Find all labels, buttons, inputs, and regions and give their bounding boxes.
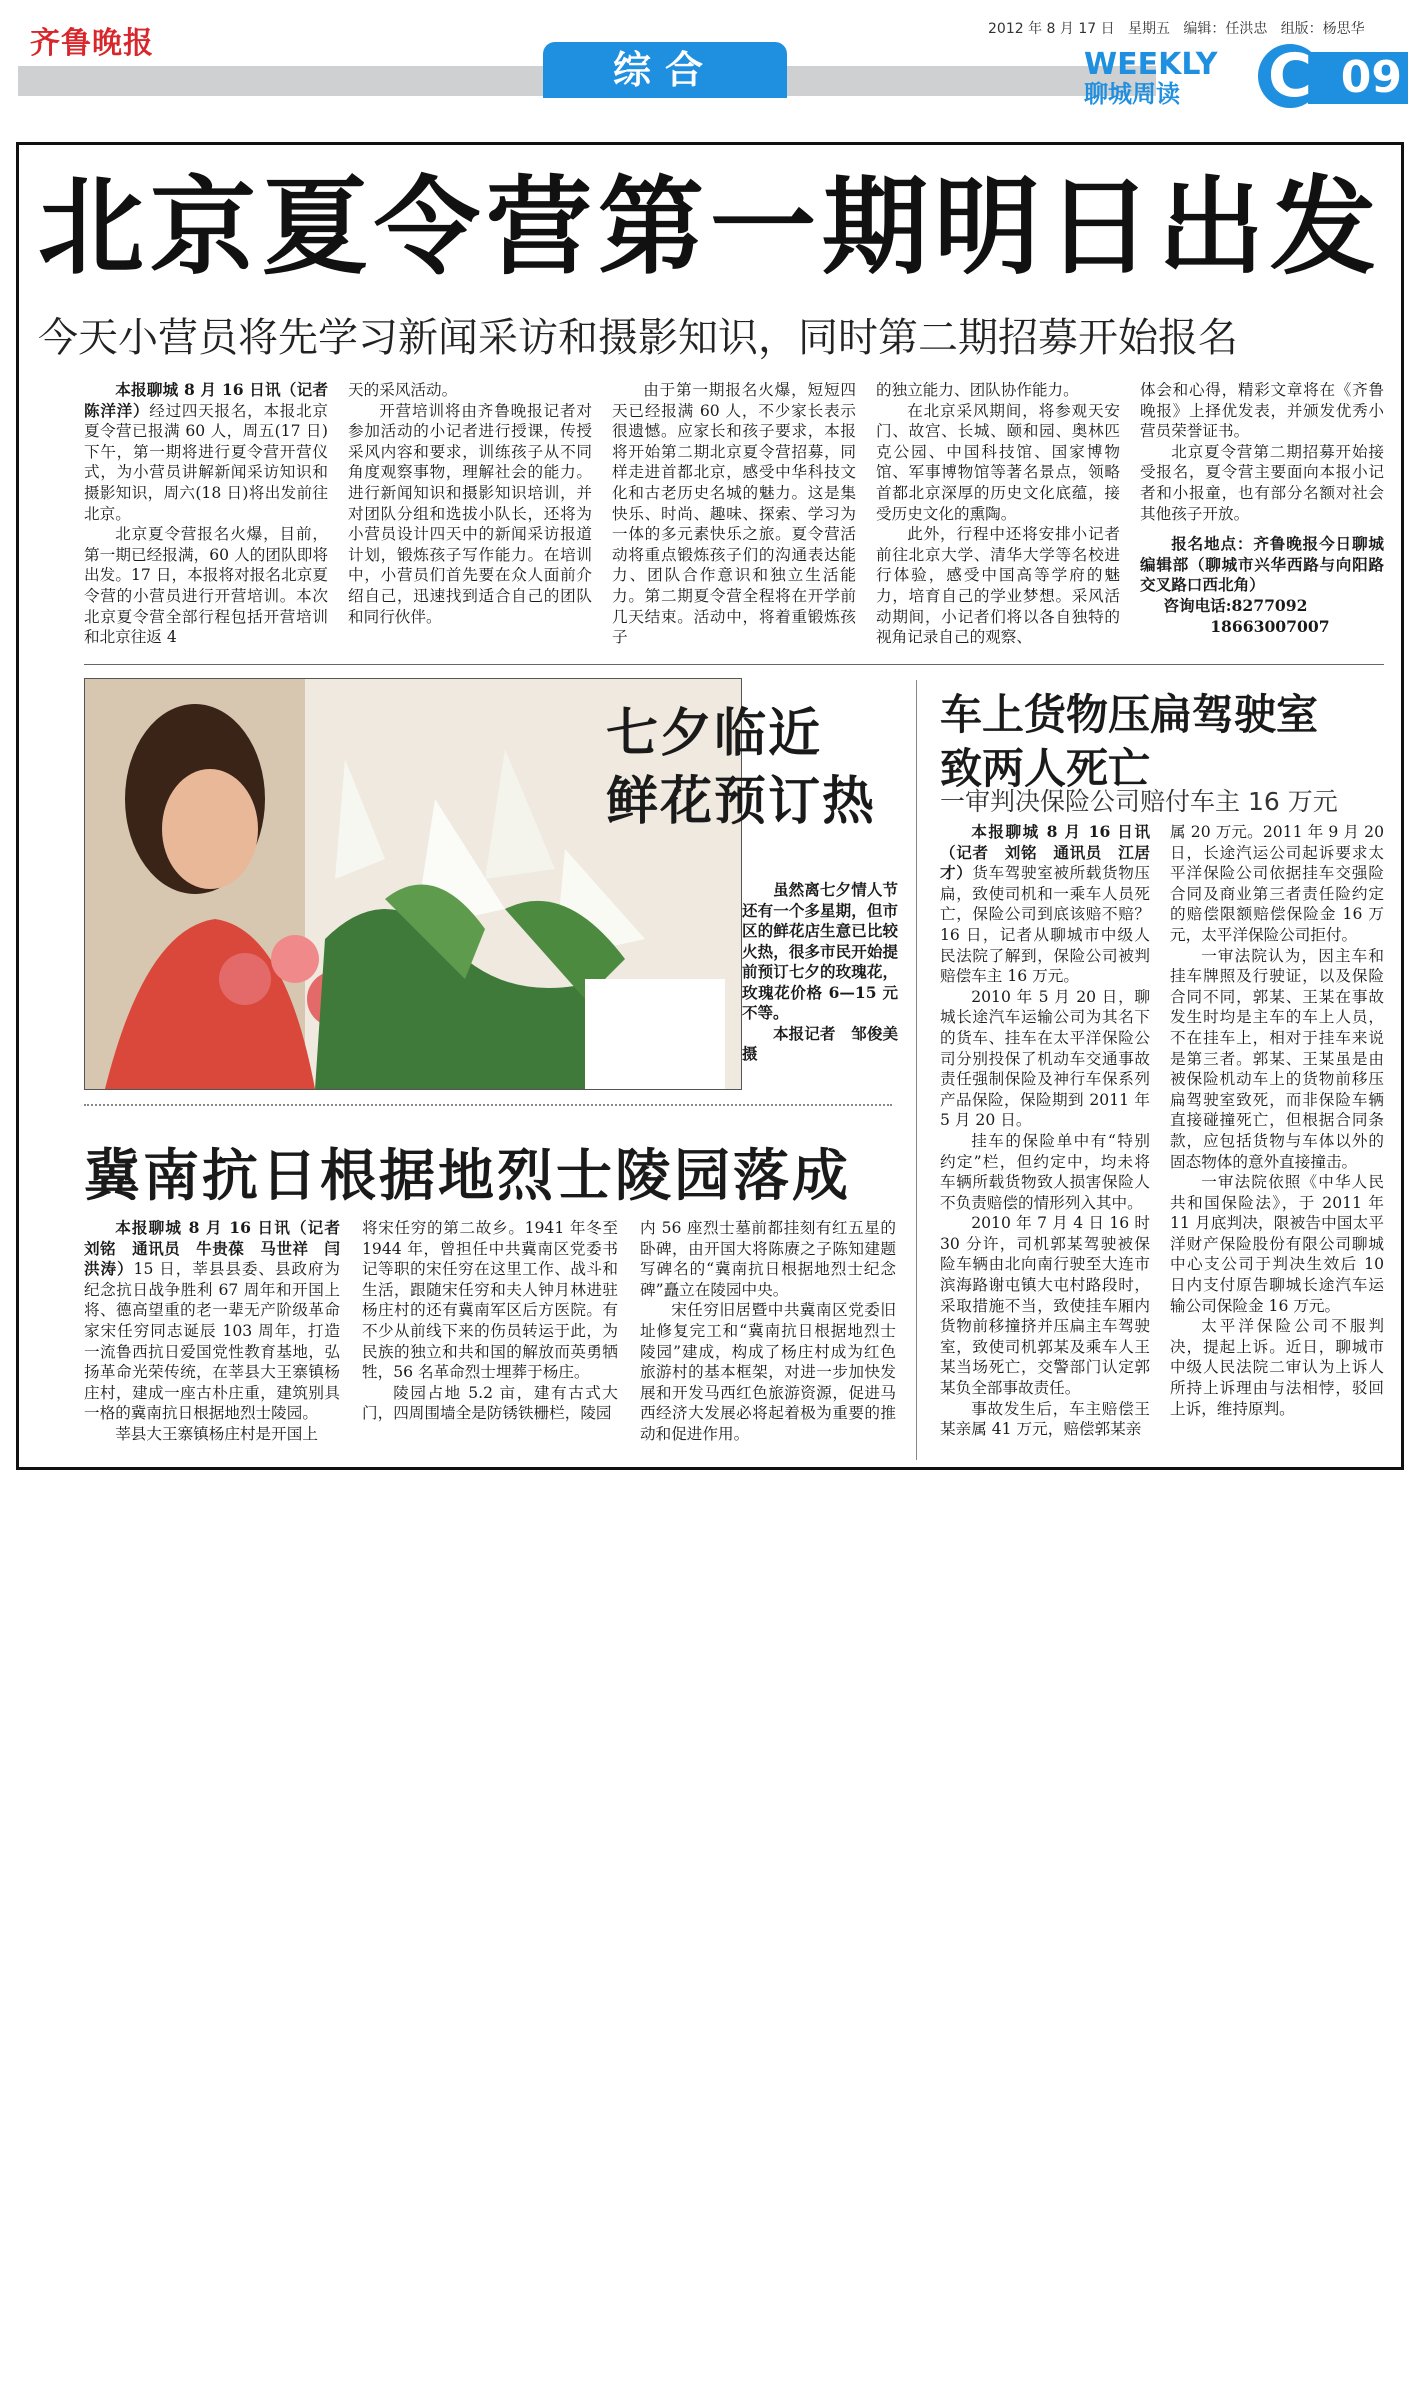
header-meta bbox=[988, 18, 1365, 38]
paragraph: 本报聊城 8 月 16 日讯（记者 刘铭 通讯员 牛贵葆 马世祥 闫洪涛）15 日，莘县县委、县政府为纪念抗日战争胜利 67 周年和开国上将、德高望重的老一辈无产阶级革命家宋任穷同志诞辰 103 周年，打造一流鲁西抗日爱国党性教育基地，弘扬革命光荣传统，在莘县大王寨镇杨庄村，建成一座古朴庄重，建筑别具一格的冀南抗日根据地烈士陵园。 bbox=[84, 1218, 356, 1423]
editor-credit: 编辑：任洪忠 bbox=[1183, 21, 1268, 37]
paragraph: 在北京采风期间，将参观天安门、故宫、长城、颐和园、奥林匹克公园、中国科技馆、国家博物馆、军事博物馆等著名景点，领略首都北京深厚的历史文化底蕴，接受历史文化的熏陶。 bbox=[876, 401, 1120, 523]
paragraph: 2010 年 7 月 4 日 16 时 30 分许，司机郭某驾驶被保险车辆由北向南行驶至大连市滨海路谢屯镇大屯村路段时，采取措施不当，致使挂车厢内货物前移撞挤并压扁主车驾驶室，致使司机郭某及乘车人王某当场死亡，交警部门认定郭某负全部事故责任。 bbox=[940, 1214, 1150, 1398]
story1-column-4 bbox=[876, 380, 1120, 658]
paragraph: 挂车的保险单中有“特别约定”栏，但约定中，均未将车辆所载货物致人损害保险人不负责赔偿的情形列入其中。 bbox=[940, 1131, 1150, 1212]
main-subheadline: 今天小营员将先学习新闻采访和摄影知识，同时第二期招募开始报名 bbox=[38, 315, 1238, 361]
caption-text: 虽然离七夕情人节还有一个多星期，但市区的鲜花店生意已比较火热，很多市民开始提前预订七夕的玫瑰花，玫瑰花价格 6—15 元不等。 bbox=[742, 880, 898, 1022]
divider bbox=[84, 664, 1384, 665]
story3-column-2 bbox=[362, 1218, 618, 1458]
paragraph: 天的采风活动。 bbox=[348, 381, 458, 399]
paragraph: 一审法院认为，因主车和挂车牌照及行驶证，以及保险合同不同，郭某、王某在事故发生时均是主车的车上人员，不在挂车上，相对于挂车来说是第三者。郭某、王某虽是由被保险机动车上的货物前移压扁驾驶室致死，而非保险车辆直接碰撞死亡，但根据合同条款，应包括货物与车体以外的固态物体的意外直接撞击。 bbox=[1170, 946, 1384, 1171]
issue-weekday: 星期五 bbox=[1127, 21, 1170, 37]
story2-column-1 bbox=[940, 822, 1150, 1458]
story1-column-1 bbox=[84, 380, 328, 658]
story2-headline bbox=[940, 688, 1318, 796]
paragraph: 北京夏令营报名火爆，目前，第一期已经报满，60 人的团队即将出发。17 日，本报将对报名北京夏令营的小营员进行开营培训。本次北京夏令营全部行程包括开营培训和北京往返 4 bbox=[84, 525, 328, 647]
photo-headline-line-2: 鲜花预订热 bbox=[606, 772, 877, 832]
story2-column-2 bbox=[1170, 822, 1384, 1458]
issue-date: 2012 年 8 月 17 日 bbox=[988, 21, 1115, 37]
paragraph: 属 20 万元。2011 年 9 月 20 日，长途汽运公司起诉要求太平洋保险公司依据挂车交强险合同及商业第三者责任险约定的赔偿限额赔偿保险金 16 万元，太平洋保险公司拒付。 bbox=[1170, 823, 1384, 944]
story3-headline: 冀南抗日根据地烈士陵园落成 bbox=[84, 1144, 851, 1209]
weekly-en: WEEKLY bbox=[1084, 47, 1218, 82]
weekly-logo bbox=[1084, 47, 1218, 108]
photo-headline-line-1: 七夕临近 bbox=[606, 704, 823, 764]
story1-column-3 bbox=[612, 380, 856, 658]
paragraph: 开营培训将由齐鲁晚报记者对参加活动的小记者进行授课，传授采风内容和要求，训练孩子从不同角度观察事物，理解社会的能力。进行新闻知识和摄影知识培训，并对团队分组和选拔小队长，还将为小营员设计四天中的新闻采访报道计划，锻炼孩子写作能力。在培训中，小营员们首先要在众人面前介绍自己，迅速找到适合自己的团队和同行伙伴。 bbox=[348, 401, 592, 626]
paragraph: 内 56 座烈士墓前都挂刻有红五星的卧碑，由开国大将陈赓之子陈知建题写碑名的“冀南抗日根据地烈士纪念碑”矗立在陵园中央。 bbox=[640, 1219, 896, 1299]
paragraph: 本报聊城 8 月 16 日讯（记者 刘铭 通讯员 江居才）货车驾驶室被所载货物压扁，致使司机和一乘车人员死亡，保险公司到底该赔不赔？16 日，记者从聊城市中级人民法院了解到，保险公司被判赔偿车主 16 万元。 bbox=[940, 822, 1150, 986]
page-number: 09 bbox=[1308, 52, 1408, 104]
story3-column-1 bbox=[84, 1218, 356, 1458]
paragraph: 莘县大王寨镇杨庄村是开国上 bbox=[115, 1424, 318, 1443]
paragraph: 宋任穷旧居暨中共冀南区党委旧址修复完工和“冀南抗日根据地烈士陵园”建成，构成了杨庄村成为红色旅游村的基本框架，对进一步加快发展和开发马西红色旅游资源，促进马西经济大发展必将起着极为重要的推动和促进作用。 bbox=[640, 1301, 896, 1443]
paragraph: 的独立能力、团队协作能力。 bbox=[876, 381, 1079, 399]
column-divider bbox=[916, 680, 917, 1460]
newspaper-logo: 齐鲁晚报 bbox=[30, 26, 154, 61]
signup-address: 报名地点：齐鲁晚报今日聊城编辑部（聊城市兴华西路与向阳路交叉路口西北角） bbox=[1140, 534, 1384, 595]
designer-credit: 组版：杨思华 bbox=[1280, 21, 1365, 37]
paragraph: 此外，行程中还将安排小记者前往北京大学、清华大学等名校进行体验，感受中国高等学府的魅力，培育自己的学业梦想。采风活动期间，小记者们将以各自独特的视角记录自己的观察、 bbox=[876, 525, 1120, 647]
signup-phone: 咨询电话:8277092 bbox=[1163, 595, 1308, 615]
story2-headline-line-2: 致两人死亡 bbox=[940, 744, 1151, 793]
photo-caption bbox=[742, 880, 914, 1065]
main-headline: 北京夏令营第一期明日出发 bbox=[38, 166, 1382, 289]
paragraph: 本报聊城 8 月 16 日讯（记者 陈洋洋）经过四天报名，本报北京夏令营已报满 60 人，周五(17 日)下午，第一期将进行夏令营开营仪式，为小营员讲解新闻采访知识和摄影知识，周六(18 日)将出发前往北京。 bbox=[84, 380, 328, 523]
paragraph: 太平洋保险公司不服判决，提起上诉。近日，聊城市中级人民法院二审认为上诉人所持上诉理由与法相悖，驳回上诉，维持原判。 bbox=[1170, 1317, 1384, 1418]
story1-column-5 bbox=[1140, 380, 1384, 658]
paragraph: 将宋任穷的第二故乡。1941 年冬至 1944 年，曾担任中共冀南区党委书记等职的宋任穷在这里工作、战斗和生活，跟随宋任穷和夫人钟月林进驻杨庄村的还有冀南军区后方医院。有不少从前线下来的伤员转运于此，为民族的独立和共和国的解放而英勇牺牲，56 名革命烈士埋葬于杨庄。 bbox=[362, 1219, 618, 1382]
paragraph: 事故发生后，车主赔偿王某亲属 41 万元，赔偿郭某亲 bbox=[940, 1399, 1150, 1439]
section-letter: C bbox=[1258, 44, 1322, 108]
photo-headline bbox=[606, 700, 876, 836]
paragraph: 陵园占地 5.2 亩，建有古式大门，四周围墙全是防锈铁栅栏，陵园 bbox=[362, 1383, 618, 1423]
paragraph: 一审法院依照《中华人民共和国保险法》，于 2011 年 11 月底判决，限被告中国太平洋财产保险股份有限公司聊城中心支公司于判决生效后 10 日内支付原告聊城长途汽车运输公司保险金 16 万元。 bbox=[1170, 1173, 1384, 1315]
paragraph: 北京夏令营第二期招募开始接受报名，夏令营主要面向本报小记者和小报童，也有部分名额对社会其他孩子开放。 bbox=[1140, 442, 1384, 523]
paragraph: 由于第一期报名火爆，短短四天已经报满 60 人，不少家长表示很遗憾。应家长和孩子要求，本报将开始第二期北京夏令营招募，同样走进首都北京，感受中华科技文化和古老历史名城的魅力。这是集快乐、时尚、趣味、探索、学习为一体的多元素快乐之旅。夏令营活动将重点锻炼孩子们的沟通表达能力、团队合作意识和独立生活能力。第二期夏令营全程将在开学前几天结束。活动中，将着重锻炼孩子 bbox=[612, 381, 856, 647]
photo-credit: 本报记者 邹俊美 摄 bbox=[742, 1023, 914, 1063]
story2-headline-line-1: 车上货物压扁驾驶室 bbox=[940, 690, 1319, 739]
paragraph: 2010 年 5 月 20 日，聊城长途汽车运输公司为其名下的货车、挂车在太平洋保险公司分别投保了机动车交通事故责任强制保险及神行车保系列产品保险，保险期到 2011 年 5 月 20 日。 bbox=[940, 987, 1150, 1130]
signup-phone-2: 18663007007 bbox=[1210, 616, 1330, 636]
weekly-cn: 聊城周读 bbox=[1084, 80, 1180, 108]
story2-subheadline: 一审判决保险公司赔付车主 16 万元 bbox=[940, 787, 1338, 816]
story1-column-2 bbox=[348, 380, 592, 658]
story3-column-3 bbox=[640, 1218, 896, 1458]
paragraph: 体会和心得，精彩文章将在《齐鲁晚报》上择优发表，并颁发优秀小营员荣誉证书。 bbox=[1140, 381, 1384, 441]
dotted-divider bbox=[84, 1104, 892, 1106]
section-tab: 综合 bbox=[543, 42, 787, 98]
